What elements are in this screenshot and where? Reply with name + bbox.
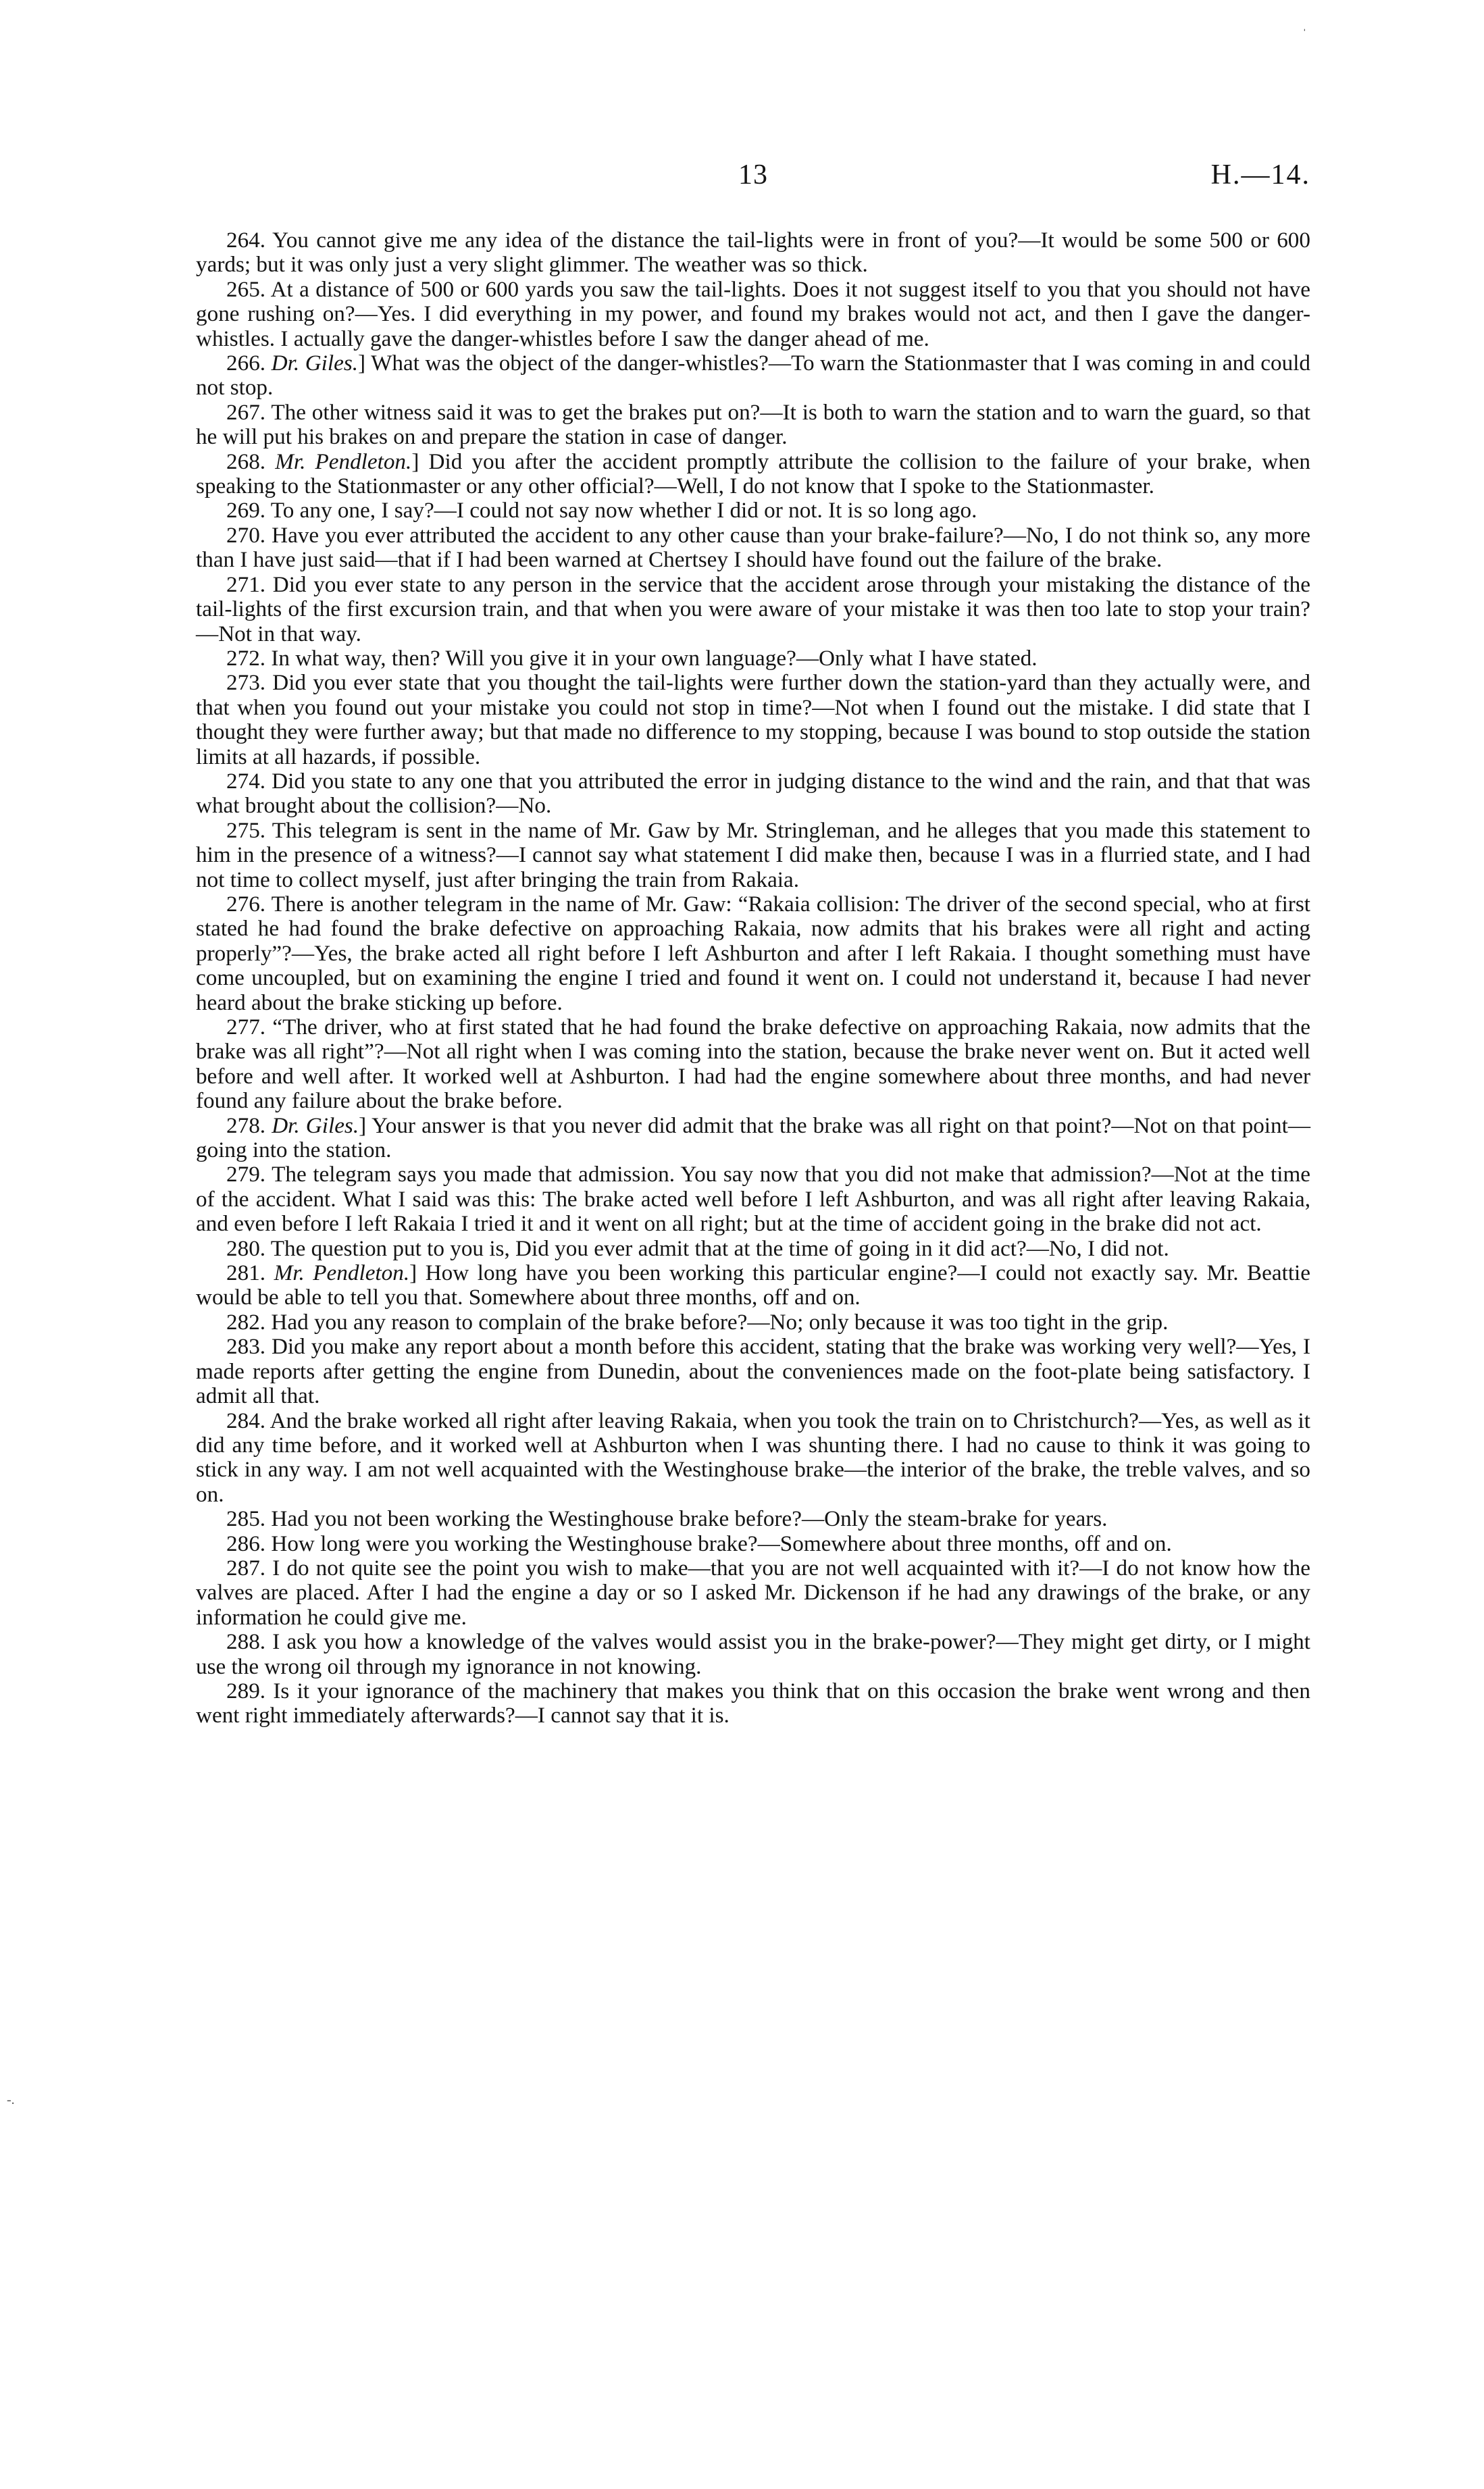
question-number: 266. <box>226 351 266 376</box>
paragraph-text: Have you ever attributed the accident to any other cause than your brake-failure?—No, I do not think so, any more than I have just said—that if I had been warned at Chertsey I should have found out the failure of the brake. <box>196 522 1310 573</box>
speaker-name: Mr. Pendleton. <box>275 448 412 474</box>
paragraph-text: Had you any reason to complain of the brake before?—No; only because it was too tight in the grip. <box>271 1309 1169 1335</box>
question-number: 279. <box>226 1162 266 1187</box>
question-number: 277. <box>226 1015 266 1040</box>
question-answer-paragraph <box>196 1630 1310 1679</box>
paragraph-text: This telegram is sent in the name of Mr. Gaw by Mr. Stringleman, and he alleges that you made this statement to him in the presence of a witness?—I cannot say what statement I did make then, because I was in a flurried state, and I had not time to collect myself, just after bringing the train from Rakaia. <box>196 817 1310 892</box>
document-reference: H.—14. <box>1210 159 1310 190</box>
question-answer-paragraph <box>196 671 1310 769</box>
question-answer-paragraph: 268. Mr. Pendleton.] Did you after the accident promptly attribute the collision to the failure of your brake, when speaking to the Stationmaster or any other official?—Well, I do not know that I spoke to the Stationmaster. <box>196 448 1311 499</box>
question-number: 268. <box>226 448 266 474</box>
scan-speck: -. <box>7 2093 15 2107</box>
question-number: 265. <box>226 276 266 302</box>
paragraph-text: The question put to you is, Did you ever admit that at the time of going in it did act?—No, I did not. <box>270 1235 1169 1261</box>
speaker-name: Mr. Pendleton. <box>274 1260 410 1286</box>
paragraph-text: And the brake worked all right after leaving Rakaia, when you took the train on to Christchurch?—Yes, as well as it did any time before, and it worked well at Ashburton when I was shunting there. I had no cause to think it was going to stick in any way. I am not well acquainted with the Westinghouse brake—the interior of the brake, the treble valves, and so on. <box>196 1408 1310 1507</box>
question-answer-paragraph <box>196 1556 1310 1630</box>
paragraph-text: “The driver, who at first stated that he had found the brake defective on approaching Rakaia, now admits that the brake was all right”?—Not all right when I was coming into the station, because the brake never went on. But it acted well before and well after. It worked well at Ashburton. I had had the engine somewhere about three months, and had never found any failure about the brake before. <box>196 1015 1310 1114</box>
question-answer-paragraph <box>196 892 1310 1015</box>
paragraph-text: The other witness said it was to get the brakes put on?—It is both to warn the station and to warn the guard, so that he will put his brakes on and prepare the station in case of danger. <box>196 399 1310 450</box>
question-number: 285. <box>226 1506 266 1532</box>
question-number: 273. <box>226 670 266 696</box>
paragraph-text: To any one, I say?—I could not say now whether I did or not. It is so long ago. <box>270 498 977 523</box>
question-number: 267. <box>226 399 266 425</box>
question-number: 283. <box>226 1334 266 1360</box>
page-number: 13 <box>738 159 768 190</box>
paragraph-text: Did you state to any one that you attributed the error in judging distance to the wind and the rain, and that that was what brought about the collision?—No. <box>196 768 1310 819</box>
paragraph-text: Your answer is that you never did admit that the brake was all right on that point?—Not on that point—going into the station. <box>196 1112 1311 1163</box>
paragraph-text: What was the object of the danger-whistles?—To warn the Stationmaster that I was coming in and could not stop. <box>196 351 1311 401</box>
testimony-body <box>196 228 1310 1728</box>
paragraph-text: Did you after the accident promptly attribute the collision to the failure of your brake, when speaking to the Stationmaster or any other official?—Well, I do not know that I spoke to the Stationmaster. <box>196 448 1311 499</box>
paragraph-text: Had you not been working the Westinghouse brake before?—Only the steam-brake for years. <box>271 1506 1108 1532</box>
question-answer-paragraph: 278. Dr. Giles.] Your answer is that you never did admit that the brake was all right on that point?—Not on that point—going into the station. <box>196 1112 1311 1163</box>
question-answer-paragraph <box>196 646 1310 671</box>
question-number: 289. <box>226 1678 266 1703</box>
question-answer-paragraph <box>196 1310 1310 1335</box>
page-header <box>196 159 1310 199</box>
question-number: 287. <box>226 1555 266 1581</box>
question-answer-paragraph <box>196 1507 1310 1531</box>
question-number: 281. <box>226 1260 266 1286</box>
question-number: 264. <box>226 228 266 253</box>
speaker-name: Dr. Giles. <box>272 1112 359 1138</box>
paragraph-text: How long have you been working this particular engine?—I could not exactly say. Mr. Beattie would be able to tell you that. Somewhere about three months, off and on. <box>196 1260 1310 1310</box>
question-answer-paragraph <box>196 1679 1310 1728</box>
question-answer-paragraph <box>196 1335 1310 1408</box>
paragraph-text: Is it your ignorance of the machinery that makes you think that on this occasion the brake went wrong and then went right immediately afterwards?—I cannot say that it is. <box>196 1678 1310 1728</box>
paragraph-text: You cannot give me any idea of the distance the tail-lights were in front of you?—It would be some 500 or 600 yards; but it was only just a very slight glimmer. The weather was so thick. <box>196 228 1310 278</box>
paragraph-text: At a distance of 500 or 600 yards you saw the tail-lights. Does it not suggest itself to you that you should not have gone rushing on?—Yes. I did everything in my power, and found my brakes would not act, and then I gave the danger-whistles. I actually gave the danger-whistles before I saw the danger ahead of me. <box>196 276 1310 351</box>
scan-speck: ˈ <box>1302 27 1307 42</box>
paragraph-text: I ask you how a knowledge of the valves would assist you in the brake-power?—They might get dirty, or I might use the wrong oil through my ignorance in not knowing. <box>196 1629 1310 1679</box>
question-answer-paragraph <box>196 523 1310 573</box>
question-number: 270. <box>226 522 266 548</box>
question-number: 275. <box>226 817 266 843</box>
question-answer-paragraph: 281. Mr. Pendleton.] How long have you been working this particular engine?—I could not exactly say. Mr. Beattie would be able to tell you that. Somewhere about three months, off and on. <box>196 1260 1310 1310</box>
question-answer-paragraph <box>196 1162 1310 1236</box>
question-number: 276. <box>226 891 266 917</box>
question-number: 269. <box>226 498 266 523</box>
question-answer-paragraph <box>196 1532 1310 1556</box>
question-number: 284. <box>226 1408 266 1433</box>
question-number: 272. <box>226 645 266 671</box>
question-number: 280. <box>226 1235 266 1261</box>
paragraph-text: Did you ever state that you thought the tail-lights were further down the station-yard than they actually were, and that when you found out your mistake you could not stop in time?—Not when I found out the mistake. I did state that I thought they were further away; but that made no difference to my stopping, because I was bound to stop outside the station limits at all hazards, if possible. <box>196 670 1310 769</box>
paragraph-text: The telegram says you made that admission. You say now that you did not make that admission?—Not at the time of the accident. What I said was this: The brake acted well before I left Ashburton, and was all right after leaving Rakaia, and even before I left Rakaia I tried it and it went on all right; but at the time of accident going in the brake did not act. <box>196 1162 1310 1237</box>
question-number: 278. <box>226 1112 266 1138</box>
paragraph-text: How long were you working the Westinghouse brake?—Somewhere about three months, off and on. <box>271 1531 1172 1556</box>
question-answer-paragraph <box>196 228 1310 278</box>
paragraph-text: In what way, then? Will you give it in your own language?—Only what I have stated. <box>271 645 1038 671</box>
paragraph-text: I do not quite see the point you wish to make—that you are not well acquainted with it?—I do not know how the valves are placed. After I had the engine a day or so I asked Mr. Dickenson if he had any drawings of the brake, or any information he could give me. <box>196 1555 1311 1630</box>
question-answer-paragraph <box>196 278 1310 351</box>
paragraph-text: Did you make any report about a month before this accident, stating that the brake was working very well?—Yes, I made reports after getting the engine from Dunedin, about the conveniences made on the foot-plate being satisfactory. I admit all that. <box>196 1334 1311 1409</box>
question-number: 271. <box>226 571 266 597</box>
question-answer-paragraph <box>196 769 1310 819</box>
question-answer-paragraph <box>196 401 1310 450</box>
question-answer-paragraph <box>196 1409 1310 1508</box>
question-number: 286. <box>226 1531 266 1556</box>
paragraph-text: Did you ever state to any person in the service that the accident arose through your mistaking the distance of the tail-lights of the first excursion train, and that when you were aware of your mistake it was then too late to stop your train?—Not in that way. <box>196 571 1311 646</box>
speaker-name: Dr. Giles. <box>271 351 359 376</box>
question-answer-paragraph <box>196 819 1310 892</box>
question-number: 282. <box>226 1309 266 1335</box>
question-answer-paragraph: 266. Dr. Giles.] What was the object of the danger-whistles?—To warn the Stationmaster that I was coming in and could not stop. <box>196 351 1311 401</box>
question-answer-paragraph <box>196 498 1310 523</box>
question-number: 274. <box>226 768 266 794</box>
question-answer-paragraph <box>196 1237 1310 1261</box>
question-number: 288. <box>226 1629 266 1655</box>
paragraph-text: There is another telegram in the name of Mr. Gaw: “Rakaia collision: The driver of the second special, who at first stated he had found the brake defective on approaching Rakaia, now admits that his brakes were all right and acting properly”?—Yes, the brake acted all right before I left Ashburton and after I left Rakaia. I thought something must have come uncoupled, but on examining the engine I tried and found it went on. I could not understand it, because I had never heard about the brake sticking up before. <box>196 891 1310 1015</box>
question-answer-paragraph <box>196 573 1310 646</box>
question-answer-paragraph <box>196 1015 1310 1114</box>
